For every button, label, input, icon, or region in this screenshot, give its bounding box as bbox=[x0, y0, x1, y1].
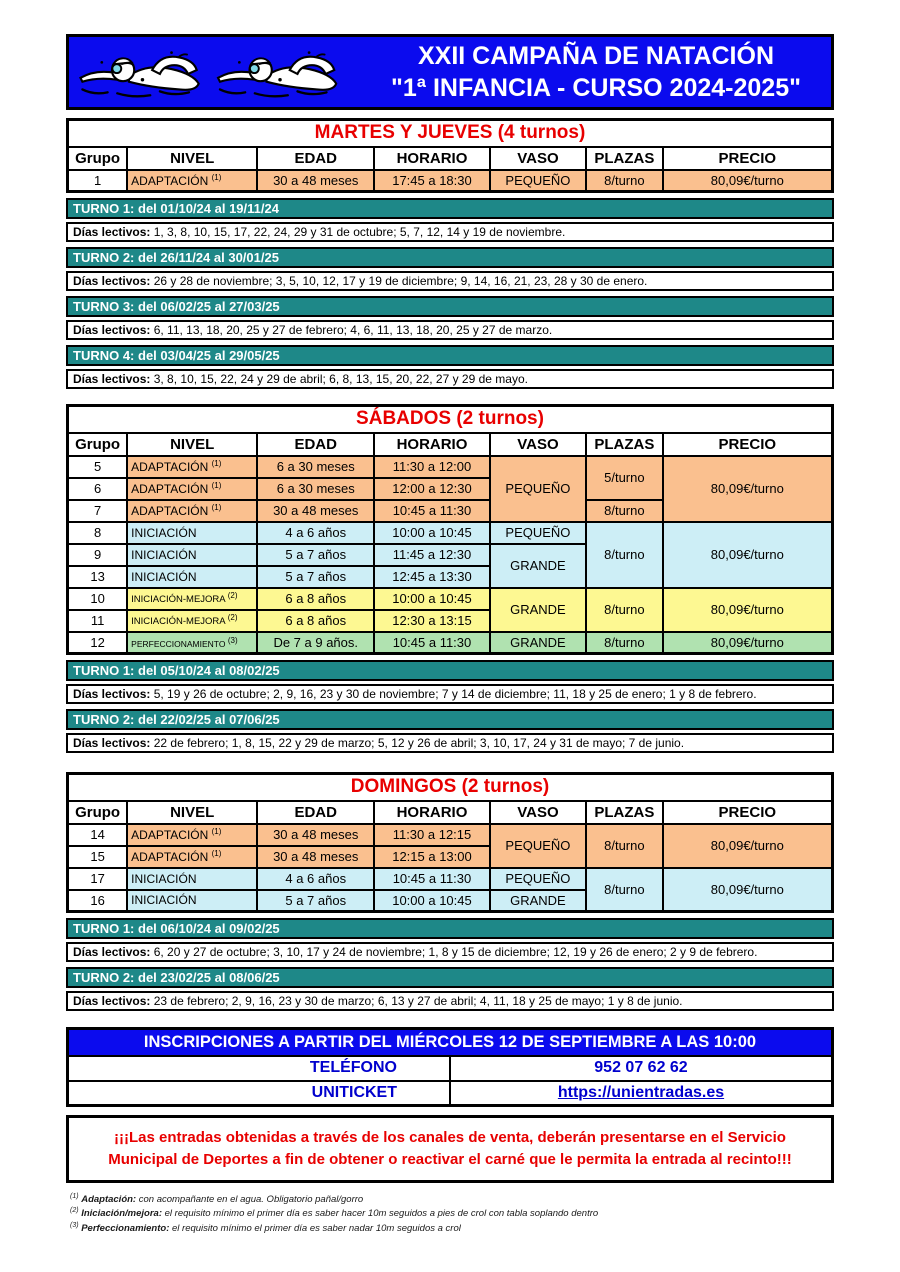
col-header-vaso: VASO bbox=[490, 433, 586, 456]
footnote-marker: (1) bbox=[211, 459, 222, 468]
table-row bbox=[68, 1029, 833, 1056]
days-text: 1, 3, 8, 10, 15, 17, 22, 24, 29 y 31 de octubre; 5, 7, 12, 14 y 19 de noviembre. bbox=[150, 225, 566, 239]
cell-plazas: 8/turno bbox=[586, 632, 663, 654]
days-row bbox=[66, 320, 834, 340]
phone-label: TELÉFONO bbox=[68, 1056, 451, 1081]
col-header-precio: PRECIO bbox=[663, 433, 833, 456]
turno-bar: TURNO 3: del 06/02/25 al 27/03/25 bbox=[66, 296, 834, 317]
col-header-plazas: PLAZAS bbox=[586, 433, 663, 456]
days-text: 3, 8, 10, 15, 22, 24 y 29 de abril; 6, 8, 13, 15, 20, 22, 27 y 29 de mayo. bbox=[150, 372, 528, 386]
cell-vaso: GRANDE bbox=[490, 632, 586, 654]
days-row bbox=[66, 369, 834, 389]
col-header-nivel: NIVEL bbox=[127, 147, 257, 170]
cell-horario: 10:00 a 10:45 bbox=[374, 890, 490, 912]
col-header-plazas: PLAZAS bbox=[586, 801, 663, 824]
cell-vaso: PEQUEÑO bbox=[490, 868, 586, 890]
table-row bbox=[68, 170, 833, 192]
cell-grupo: 15 bbox=[68, 846, 128, 868]
nivel-text: ADAPTACIÓN bbox=[131, 828, 209, 842]
cell-precio: 80,09€/turno bbox=[663, 522, 833, 588]
cell-edad: 5 a 7 años bbox=[257, 544, 374, 566]
cell-plazas: 8/turno bbox=[586, 170, 663, 192]
title-line1: XXII CAMPAÑA DE NATACIÓN bbox=[417, 42, 775, 70]
cell-nivel bbox=[127, 610, 257, 632]
nivel-text: ADAPTACIÓN bbox=[131, 173, 209, 188]
col-header-grupo: Grupo bbox=[68, 801, 128, 824]
cell-plazas: 8/turno bbox=[586, 868, 663, 912]
cell-grupo: 13 bbox=[68, 566, 128, 588]
section-title: DOMINGOS (2 turnos) bbox=[68, 774, 833, 801]
cell-nivel bbox=[127, 478, 257, 500]
col-header-nivel: NIVEL bbox=[127, 801, 257, 824]
swimmers-logo bbox=[69, 37, 369, 107]
days-label: Días lectivos: bbox=[73, 994, 151, 1008]
footnote-adaptacion bbox=[70, 1192, 834, 1207]
col-header-grupo: Grupo bbox=[68, 147, 128, 170]
martes-turnos bbox=[66, 198, 834, 389]
col-header-nivel: NIVEL bbox=[127, 433, 257, 456]
cell-edad: 30 a 48 meses bbox=[257, 846, 374, 868]
days-label: Días lectivos: bbox=[73, 945, 151, 959]
cell-nivel: INICIACIÓN bbox=[127, 890, 257, 912]
footnote-iniciacion bbox=[70, 1206, 834, 1221]
footnote-label: Perfeccionamiento: bbox=[81, 1223, 170, 1235]
days-label: Días lectivos: bbox=[73, 274, 151, 288]
col-header-edad: EDAD bbox=[257, 801, 374, 824]
table-row bbox=[68, 824, 833, 846]
cell-edad: 5 a 7 años bbox=[257, 566, 374, 588]
cell-horario: 10:00 a 10:45 bbox=[374, 522, 490, 544]
cell-plazas: 8/turno bbox=[586, 500, 663, 522]
turno-bar: TURNO 4: del 03/04/25 al 29/05/25 bbox=[66, 345, 834, 366]
turno-bar: TURNO 2: del 23/02/25 al 08/06/25 bbox=[66, 967, 834, 988]
inscriptions-table bbox=[66, 1027, 834, 1107]
cell-horario: 12:45 a 13:30 bbox=[374, 566, 490, 588]
cell-edad: 30 a 48 meses bbox=[257, 824, 374, 846]
table-row bbox=[68, 456, 833, 478]
cell-plazas: 8/turno bbox=[586, 588, 663, 632]
days-row bbox=[66, 991, 834, 1011]
table-row bbox=[68, 120, 833, 147]
cell-vaso: PEQUEÑO bbox=[490, 824, 586, 868]
cell-edad: De 7 a 9 años. bbox=[257, 632, 374, 654]
days-text: 26 y 28 de noviembre; 3, 5, 10, 12, 17 y 19 de diciembre; 9, 14, 16, 21, 23, 28 y 30 de enero. bbox=[150, 274, 648, 288]
nivel-text: ADAPTACIÓN bbox=[131, 850, 209, 864]
footnotes bbox=[66, 1192, 834, 1237]
cell-horario: 11:30 a 12:15 bbox=[374, 824, 490, 846]
page-title bbox=[369, 37, 831, 107]
domingos-turnos bbox=[66, 918, 834, 1011]
cell-plazas: 5/turno bbox=[586, 456, 663, 500]
cell-horario: 12:00 a 12:30 bbox=[374, 478, 490, 500]
cell-edad: 6 a 30 meses bbox=[257, 456, 374, 478]
cell-horario: 10:00 a 10:45 bbox=[374, 588, 490, 610]
cell-horario: 10:45 a 11:30 bbox=[374, 500, 490, 522]
nivel-text: ADAPTACIÓN bbox=[131, 460, 209, 474]
cell-precio: 80,09€/turno bbox=[663, 824, 833, 868]
cell-edad: 5 a 7 años bbox=[257, 890, 374, 912]
cell-nivel: INICIACIÓN bbox=[127, 522, 257, 544]
cell-nivel: INICIACIÓN bbox=[127, 544, 257, 566]
table-header-row bbox=[68, 433, 833, 456]
section-title: MARTES Y JUEVES (4 turnos) bbox=[68, 120, 833, 147]
table-header-row bbox=[68, 801, 833, 824]
turno-bar: TURNO 1: del 01/10/24 al 19/11/24 bbox=[66, 198, 834, 219]
days-text: 22 de febrero; 1, 8, 15, 22 y 29 de marzo; 5, 12 y 26 de abril; 3, 10, 17, 24 y 31 de mayo; 7 de junio. bbox=[150, 736, 685, 750]
cell-grupo: 9 bbox=[68, 544, 128, 566]
days-text: 6, 20 y 27 de octubre; 3, 10, 17 y 24 de noviembre; 1, 8 y 15 de diciembre; 12, 19 y 26 de enero; 2 y 9 de febrero. bbox=[150, 945, 758, 959]
table-header-row bbox=[68, 147, 833, 170]
days-row bbox=[66, 222, 834, 242]
turno-bar: TURNO 2: del 22/02/25 al 07/06/25 bbox=[66, 709, 834, 730]
domingos-table bbox=[66, 772, 834, 913]
footnote-marker: (2) bbox=[70, 1207, 79, 1215]
col-header-edad: EDAD bbox=[257, 147, 374, 170]
footnote-text: el requisito mínimo el primer día es saber hacer 10m seguidos a pies de crol con tabla soplando dentro bbox=[161, 1208, 599, 1220]
table-row bbox=[68, 632, 833, 654]
cell-edad: 4 a 6 años bbox=[257, 868, 374, 890]
table-row bbox=[68, 406, 833, 433]
unientradas-link[interactable]: https://unientradas.es bbox=[557, 1083, 725, 1101]
footnote-perfeccionamiento bbox=[70, 1221, 834, 1236]
nivel-text: ADAPTACIÓN bbox=[131, 482, 209, 496]
inscriptions-banner: INSCRIPCIONES A PARTIR DEL MIÉRCOLES 12 DE SEPTIEMBRE A LAS 10:00 bbox=[68, 1029, 833, 1056]
cell-nivel bbox=[127, 588, 257, 610]
footnote-text: con acompañante en el agua. Obligatorio pañal/gorro bbox=[136, 1193, 364, 1205]
cell-nivel bbox=[127, 824, 257, 846]
days-text: 23 de febrero; 2, 9, 16, 23 y 30 de marzo; 6, 13 y 27 de abril; 4, 11, 18 y 25 de mayo; 1 y 8 de junio. bbox=[150, 994, 683, 1008]
cell-horario: 12:15 a 13:00 bbox=[374, 846, 490, 868]
cell-edad: 6 a 8 años bbox=[257, 610, 374, 632]
cell-edad: 4 a 6 años bbox=[257, 522, 374, 544]
cell-grupo: 11 bbox=[68, 610, 128, 632]
footnote-marker: (1) bbox=[211, 172, 222, 182]
col-header-plazas: PLAZAS bbox=[586, 147, 663, 170]
cell-grupo: 7 bbox=[68, 500, 128, 522]
uniticket-value bbox=[450, 1081, 833, 1106]
cell-vaso: GRANDE bbox=[490, 544, 586, 588]
table-row bbox=[68, 774, 833, 801]
cell-grupo: 10 bbox=[68, 588, 128, 610]
cell-grupo: 16 bbox=[68, 890, 128, 912]
turno-bar: TURNO 1: del 06/10/24 al 09/02/25 bbox=[66, 918, 834, 939]
cell-grupo: 14 bbox=[68, 824, 128, 846]
days-label: Días lectivos: bbox=[73, 687, 151, 701]
nivel-text: ADAPTACIÓN bbox=[131, 504, 209, 518]
cell-precio: 80,09€/turno bbox=[663, 170, 833, 192]
col-header-vaso: VASO bbox=[490, 801, 586, 824]
cell-nivel bbox=[127, 500, 257, 522]
nivel-text: INICIACIÓN-MEJORA bbox=[131, 616, 226, 628]
cell-edad: 6 a 8 años bbox=[257, 588, 374, 610]
cell-horario: 11:45 a 12:30 bbox=[374, 544, 490, 566]
cell-grupo: 17 bbox=[68, 868, 128, 890]
col-header-grupo: Grupo bbox=[68, 433, 128, 456]
cell-plazas: 8/turno bbox=[586, 522, 663, 588]
col-header-precio: PRECIO bbox=[663, 801, 833, 824]
cell-grupo: 5 bbox=[68, 456, 128, 478]
footnote-label: Adaptación: bbox=[81, 1193, 137, 1205]
cell-grupo: 6 bbox=[68, 478, 128, 500]
days-row bbox=[66, 942, 834, 962]
cell-nivel bbox=[127, 846, 257, 868]
title-line2: "1ª INFANCIA - CURSO 2024-2025" bbox=[391, 74, 801, 102]
cell-precio: 80,09€/turno bbox=[663, 868, 833, 912]
turno-bar: TURNO 1: del 05/10/24 al 08/02/25 bbox=[66, 660, 834, 681]
table-row bbox=[68, 1081, 833, 1106]
cell-nivel bbox=[127, 456, 257, 478]
sabados-table bbox=[66, 404, 834, 655]
days-label: Días lectivos: bbox=[73, 372, 151, 386]
nivel-text: PERFECCIONAMIENTO bbox=[131, 638, 226, 649]
cell-plazas: 8/turno bbox=[586, 824, 663, 868]
table-row bbox=[68, 522, 833, 544]
cell-precio: 80,09€/turno bbox=[663, 456, 833, 522]
footnote-marker: (1) bbox=[70, 1192, 79, 1200]
col-header-vaso: VASO bbox=[490, 147, 586, 170]
days-row bbox=[66, 271, 834, 291]
cell-grupo: 12 bbox=[68, 632, 128, 654]
cell-horario: 10:45 a 11:30 bbox=[374, 868, 490, 890]
footnote-marker: (2) bbox=[227, 613, 238, 623]
cell-horario: 10:45 a 11:30 bbox=[374, 632, 490, 654]
nivel-text: INICIACIÓN-MEJORA bbox=[131, 594, 226, 606]
cell-nivel bbox=[127, 170, 257, 192]
col-header-horario: HORARIO bbox=[374, 147, 490, 170]
turno-bar: TURNO 2: del 26/11/24 al 30/01/25 bbox=[66, 247, 834, 268]
cell-vaso: GRANDE bbox=[490, 890, 586, 912]
swimmer-icon bbox=[77, 41, 361, 103]
section-title: SÁBADOS (2 turnos) bbox=[68, 406, 833, 433]
col-header-edad: EDAD bbox=[257, 433, 374, 456]
col-header-precio: PRECIO bbox=[663, 147, 833, 170]
phone-value: 952 07 62 62 bbox=[450, 1056, 833, 1081]
cell-nivel: INICIACIÓN bbox=[127, 868, 257, 890]
sabados-turnos bbox=[66, 660, 834, 753]
cell-edad: 30 a 48 meses bbox=[257, 170, 374, 192]
footnote-marker: (1) bbox=[211, 503, 222, 512]
cell-precio: 80,09€/turno bbox=[663, 632, 833, 654]
days-label: Días lectivos: bbox=[73, 323, 151, 337]
days-text: 6, 11, 13, 18, 20, 25 y 27 de febrero; 4, 6, 11, 13, 18, 20, 25 y 27 de marzo. bbox=[150, 323, 553, 337]
days-text: 5, 19 y 26 de octubre; 2, 9, 16, 23 y 30 de noviembre; 7 y 14 de diciembre; 11, 18 y 25 de enero; 1 y 8 de febrero. bbox=[150, 687, 757, 701]
cell-horario: 17:45 a 18:30 bbox=[374, 170, 490, 192]
col-header-horario: HORARIO bbox=[374, 801, 490, 824]
cell-vaso: PEQUEÑO bbox=[490, 456, 586, 522]
days-row bbox=[66, 684, 834, 704]
footnote-label: Iniciación/mejora: bbox=[81, 1208, 162, 1220]
cell-vaso: PEQUEÑO bbox=[490, 522, 586, 544]
entry-card-notice: ¡¡¡Las entradas obtenidas a través de los canales de venta, deberán presentarse en el Servicio Municipal de Deportes a fin de obtener o reactivar el carné que le permita la entrada al recinto!!! bbox=[66, 1115, 834, 1183]
cell-grupo: 1 bbox=[68, 170, 128, 192]
days-label: Días lectivos: bbox=[73, 736, 151, 750]
cell-nivel bbox=[127, 632, 257, 654]
footnote-marker: (1) bbox=[211, 481, 222, 490]
footnote-marker: (1) bbox=[211, 827, 222, 836]
table-row bbox=[68, 868, 833, 890]
table-row bbox=[68, 1056, 833, 1081]
cell-horario: 11:30 a 12:00 bbox=[374, 456, 490, 478]
table-row bbox=[68, 588, 833, 610]
cell-edad: 30 a 48 meses bbox=[257, 500, 374, 522]
uniticket-label: UNITICKET bbox=[68, 1081, 451, 1106]
days-row bbox=[66, 733, 834, 753]
footnote-text: el requisito mínimo el primer día es saber nadar 10m seguidos a crol bbox=[169, 1223, 461, 1235]
martes-table bbox=[66, 118, 834, 193]
footnote-marker: (2) bbox=[227, 591, 238, 601]
cell-vaso: PEQUEÑO bbox=[490, 170, 586, 192]
days-label: Días lectivos: bbox=[73, 225, 151, 239]
cell-grupo: 8 bbox=[68, 522, 128, 544]
cell-vaso: GRANDE bbox=[490, 588, 586, 632]
footnote-marker: (1) bbox=[211, 849, 222, 858]
cell-precio: 80,09€/turno bbox=[663, 588, 833, 632]
cell-nivel: INICIACIÓN bbox=[127, 566, 257, 588]
col-header-horario: HORARIO bbox=[374, 433, 490, 456]
footnote-marker: (3) bbox=[70, 1222, 79, 1230]
cell-edad: 6 a 30 meses bbox=[257, 478, 374, 500]
cell-horario: 12:30 a 13:15 bbox=[374, 610, 490, 632]
header-banner bbox=[66, 34, 834, 110]
footnote-marker: (3) bbox=[227, 635, 238, 645]
